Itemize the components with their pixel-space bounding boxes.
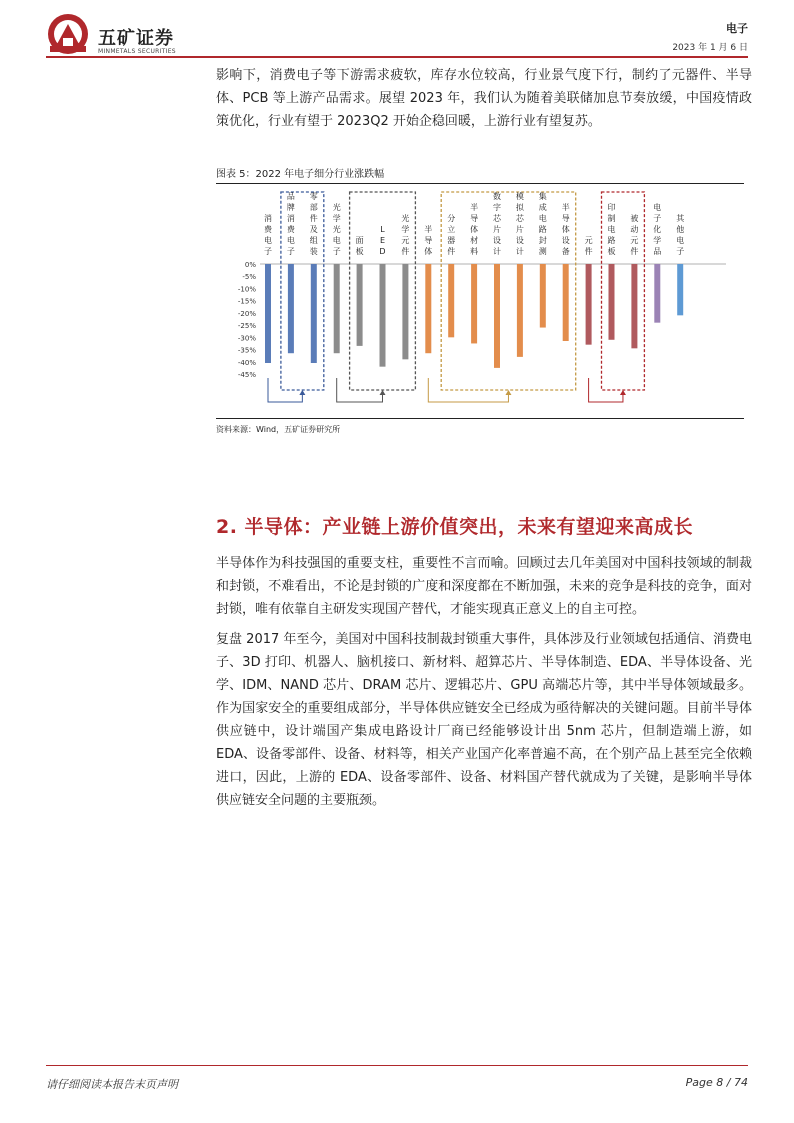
category-label: 品牌消费电子 [286,192,295,256]
minmetals-emblem-icon [46,12,90,56]
bar-2 [311,264,317,363]
bar-0 [265,264,271,363]
bar-8 [448,264,454,337]
header-sector: 电子 [726,22,748,35]
footer-divider [46,1065,748,1066]
y-tick-label: -20% [237,309,256,318]
header-divider [46,56,748,58]
section-paragraph-2: 复盘 2017 年至今，美国对中国科技制裁封锁重大事件，具体涉及行业领域包括通信、消费电子、3D 打印、机器人、脑机接口、新材料、超算芯片、半导体制造、EDA、半导体设备、光学、IDM、NAND 芯片、DRAM 芯片、逻辑芯片、GPU 高端芯片等，其中半导体领域最多。作为国家安全的重要组成部分，半导体供应链安全已经成为亟待解决的关键问题。目前半导体供应链中，设计端国产集成电路设计厂商已经能够设计出 5nm 芯片，但制造端上游，如 EDA、设备零部件、设备、材料等，相关产业国产化率普遍不高，在个别产品上甚至完全依赖进口，因此，上游的 EDA、设备零部件、设备、材料国产替代就成为了关键，是影响半导体供应链安全问题的主要瓶颈。 [216,632,752,808]
category-label: 印制电路板 [607,203,616,256]
bar-3 [334,264,340,353]
figure-bottom-rule [216,418,744,419]
bar-13 [563,264,569,341]
category-label: 零部件及组装 [309,192,318,256]
category-label: 数字芯片设计 [493,192,501,256]
bar-10 [494,264,500,368]
group-arrow-1 [380,390,386,395]
category-label: 其他电子 [676,214,685,256]
bar-17 [654,264,660,323]
y-tick-label: -10% [237,285,256,294]
category-label: 光学光电子 [332,203,341,256]
category-label: 半导体材料 [470,203,479,256]
bar-1 [288,264,294,353]
category-label: 被动元件 [630,214,639,256]
intro-paragraph: 影响下，消费电子等下游需求疲软，库存水位较高，行业景气度下行，制约了元器件、半导体、PCB 等上游产品需求。展望 2023 年，我们认为随着美联储加息节奏放缓，中国疫情政策优化，行业有望于 2023Q2 开始企稳回暖，上游行业有望复苏。 [216,68,752,129]
category-label: 光学元件 [401,214,410,256]
bar-16 [631,264,637,348]
footer-disclaimer: 请仔细阅读本报告末页声明 [46,1078,178,1091]
category-label: 分立器件 [447,214,456,256]
y-tick-label: 0% [244,261,256,269]
category-label: 消费电子 [264,214,272,256]
y-tick-label: -25% [237,322,256,331]
category-label: 电子化学品 [653,203,662,256]
figure-source: 资料来源：Wind，五矿证券研究所 [216,425,341,434]
y-tick-label: -30% [237,334,256,343]
bar-7 [425,264,431,353]
category-label: 集成电路封测 [538,192,547,256]
bar-6 [402,264,408,359]
y-tick-label: -40% [237,358,256,367]
group-arrow-0 [299,390,305,395]
category-label: 元件 [584,236,593,256]
category-label: 模拟芯片设计 [515,192,524,256]
y-tick-label: -5% [242,273,256,282]
y-tick-label: -35% [237,346,256,355]
category-label: 半导体设备 [561,203,570,256]
bar-9 [471,264,477,343]
industry-change-bar-chart [216,184,746,418]
y-tick-label: -45% [237,371,256,379]
bar-4 [357,264,363,346]
group-arrow-3 [620,390,626,395]
group-arrow-2 [505,390,511,395]
category-label: 面板 [355,236,364,256]
group-box-2 [441,192,576,390]
bar-14 [586,264,592,345]
header-date: 2023 年 1 月 6 日 [672,43,748,53]
section-paragraph-1: 半导体作为科技强国的重要支柱，重要性不言而喻。回顾过去几年美国对中国科技领域的制裁和封锁，不难看出，不论是封锁的广度和深度都在不断加强，未来的竞争是科技的竞争，面对封锁，唯有依靠自主研发实现国产替代，才能实现真正意义上的自主可控。 [216,556,752,617]
category-label: L E D [379,225,386,256]
bar-5 [380,264,386,367]
category-label: 半导体 [424,225,433,256]
group-connector-1 [337,378,383,402]
figure-title: 图表 5：2022 年电子细分行业涨跌幅 [216,169,385,180]
company-logo [46,12,216,58]
bar-12 [540,264,546,328]
bar-18 [677,264,683,315]
bar-11 [517,264,523,357]
logo-chinese-name: 五矿证券 [98,28,174,49]
section-title: 2. 半导体：产业链上游价值突出，未来有望迎来高成长 [216,516,694,538]
bar-15 [609,264,615,340]
logo-english-name: MINMETALS SECURITIES [98,48,176,55]
y-tick-label: -15% [237,297,256,306]
footer-page-number: Page 8 / 74 [685,1076,748,1089]
